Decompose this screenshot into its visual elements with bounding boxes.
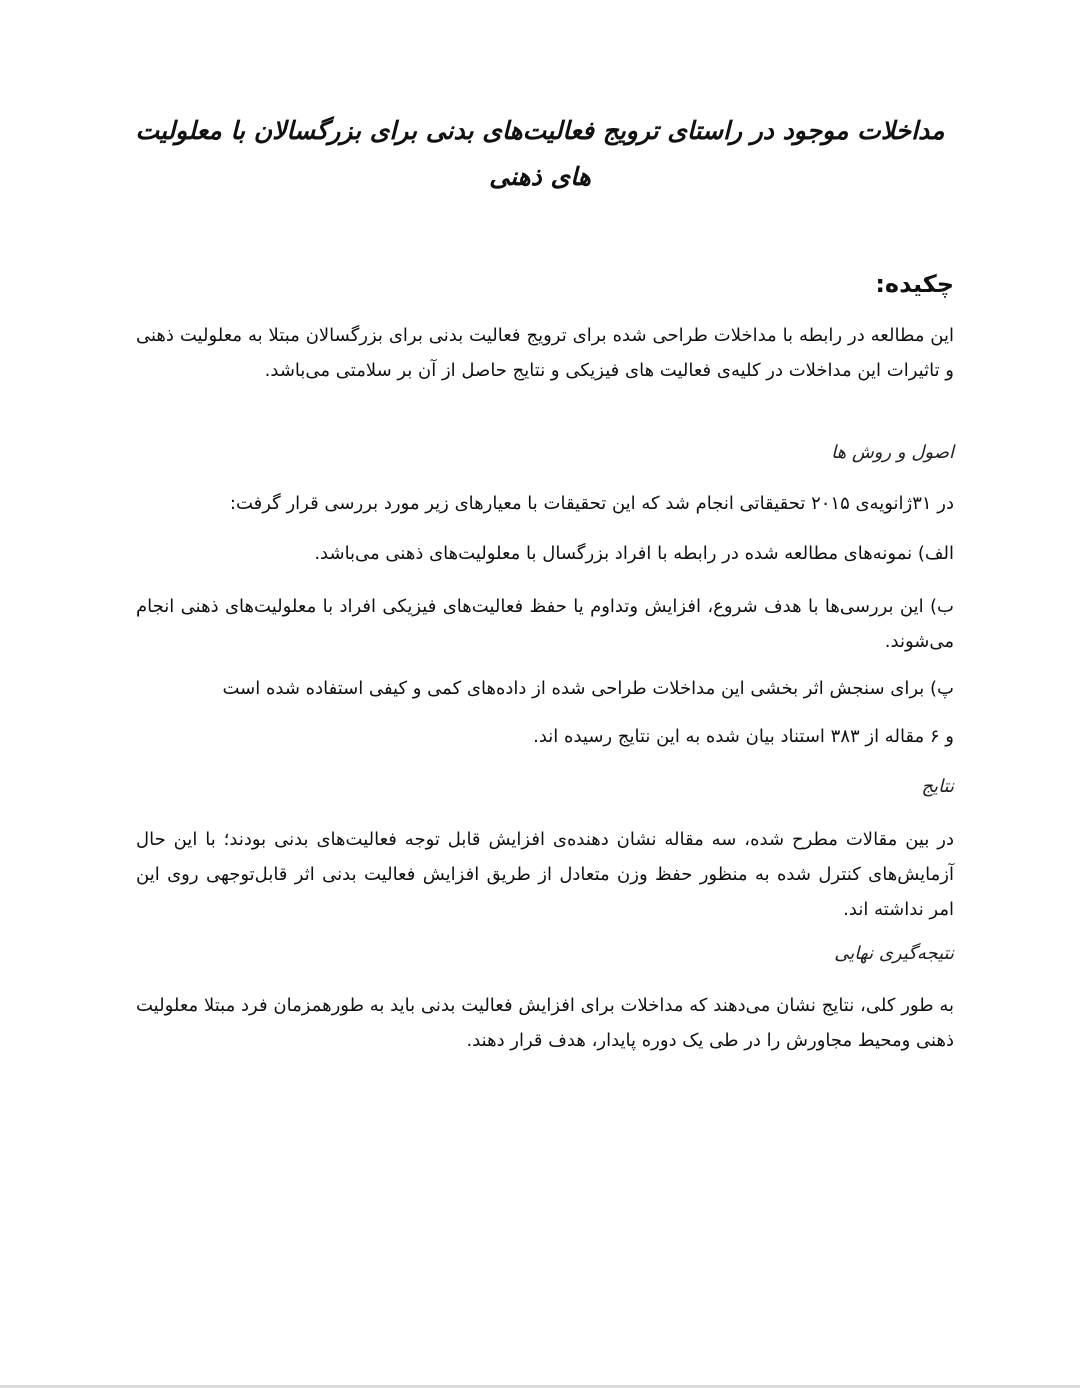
criteria-b: ب) این بررسی‌ها با هدف شروع، افزایش وتداوم یا حفظ فعالیت‌های فیزیکی افراد با معلولیت‌های ذهنی انجام می‌شوند. [136,596,954,652]
title-line-1: مداخلات موجود در راستای ترویج فعالیت‌های بدنی برای بزرگسالان با معلولیت [135,116,945,145]
title-line-2: های ذهنی [489,162,591,191]
methods-heading: اصول و روش ها [831,442,954,463]
results-heading: نتایج [921,776,954,797]
methods-intro: در ۳۱ژانویه‌ی ۲۰۱۵ تحقیقاتی انجام شد که این تحقیقات با معیارهای زیر مورد بررسی قرار گرفت: [229,493,954,514]
conclusion-heading: نتیجه‌گیری نهایی [834,943,954,964]
abstract-text: این مطالعه در رابطه با مداخلات طراحی شده برای ترویج فعالیت بدنی برای بزرگسالان مبتلا به معلولیت ذهنی و تاثیرات این مداخلات در کلیه‌ی فعالیت های فیزیکی و نتایج حاصل از آن بر سلامتی می‌باشد. [136,325,954,381]
results-text: در بین مقالات مطرح شده، سه مقاله نشان دهنده‌ی افزایش قابل توجه فعالیت‌های بدنی بودند؛ با این حال آزمایش‌های کنترل شده به منظور حفظ وزن متعادل از طریق افزایش فعالیت بدنی اثر قابل‌توجهی روی این امر نداشته اند. [136,829,954,920]
conclusion-text: به طور کلی، نتایج نشان می‌دهند که مداخلات برای افزایش فعالیت بدنی باید به طورهمزمان فرد مبتلا معلولیت ذهنی ومحیط مجاورش را در طی یک دوره پایدار، هدف قرار دهند. [136,995,954,1051]
criteria-p: پ) برای سنجش اثر بخشی این مداخلات طراحی شده از داده‌های کمی و کیفی استفاده شده است [222,678,954,699]
criteria-a: الف) نمونه‌های مطالعه شده در رابطه با افراد بزرگسال با معلولیت‌های ذهنی می‌باشد. [314,543,954,564]
criteria-articles: و ۶ مقاله از ۳۸۳ استناد بیان شده به این نتایج رسیده اند. [533,726,954,747]
document-title [120,108,960,200]
abstract-heading: چکیده: [875,270,954,298]
